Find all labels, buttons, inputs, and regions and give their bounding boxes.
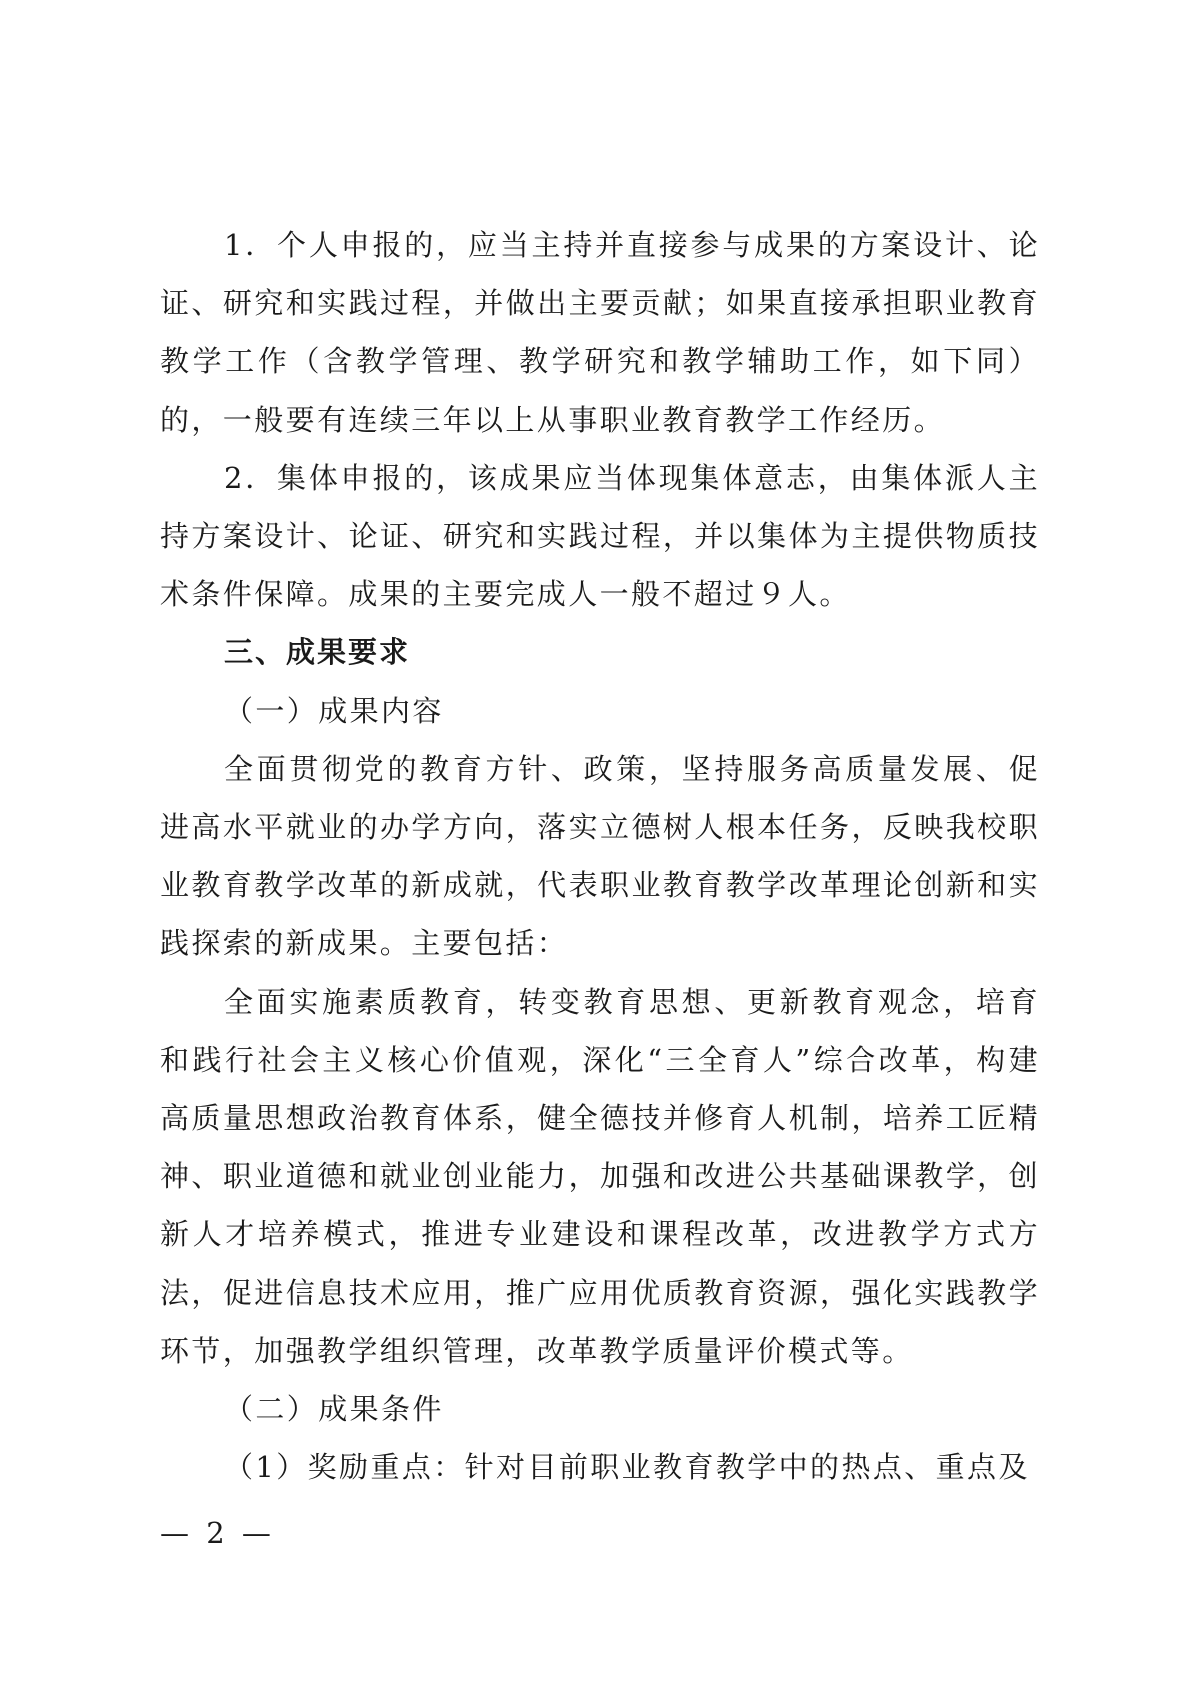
subsection-heading-achievement-content: （一）成果内容	[224, 693, 444, 728]
paragraph-individual-application: 1．个人申报的，应当主持并直接参与成果的方案设计、论证、研究和实践过程，并做出主要贡献；如果直接承担职业教育教学工作（含教学管理、教学研究和教学辅助工作，如下同）的，一般要有连续三年以上从事职业教育教学工作经历。	[160, 228, 1040, 437]
paragraph-collective-application: 2．集体申报的，该成果应当体现集体意志，由集体派人主持方案设计、论证、研究和实践过程，并以集体为主提供物质技术条件保障。成果的主要完成人一般不超过９人。	[160, 460, 1040, 612]
section-heading-achievement-requirements: 三、成果要求	[224, 635, 411, 670]
page-number: — 2 —	[160, 1516, 275, 1550]
paragraph-content-details: 全面实施素质教育，转变教育思想、更新教育观念，培育和践行社会主义核心价值观，深化“三全育人”综合改革，构建高质量思想政治教育体系，健全德技并修育人机制，培养工匠精神、职业道德和就业创业能力，加强和改进公共基础课教学，创新人才培养模式，推进专业建设和课程改革，改进教学方式方法，促进信息技术应用，推广应用优质教育资源，强化实践教学环节，加强教学组织管理，改革教学质量评价模式等。	[160, 984, 1040, 1368]
paragraph-reward-focus: （1）奖励重点：针对目前职业教育教学中的热点、重点及	[224, 1450, 1030, 1485]
document-body	[160, 216, 1040, 1496]
subsection-heading-achievement-conditions: （二）成果条件	[224, 1392, 444, 1427]
paragraph-content-overview: 全面贯彻党的教育方针、政策，坚持服务高质量发展、促进高水平就业的办学方向，落实立德树人根本任务，反映我校职业教育教学改革的新成就，代表职业教育教学改革理论创新和实践探索的新成果。主要包括：	[160, 751, 1040, 961]
